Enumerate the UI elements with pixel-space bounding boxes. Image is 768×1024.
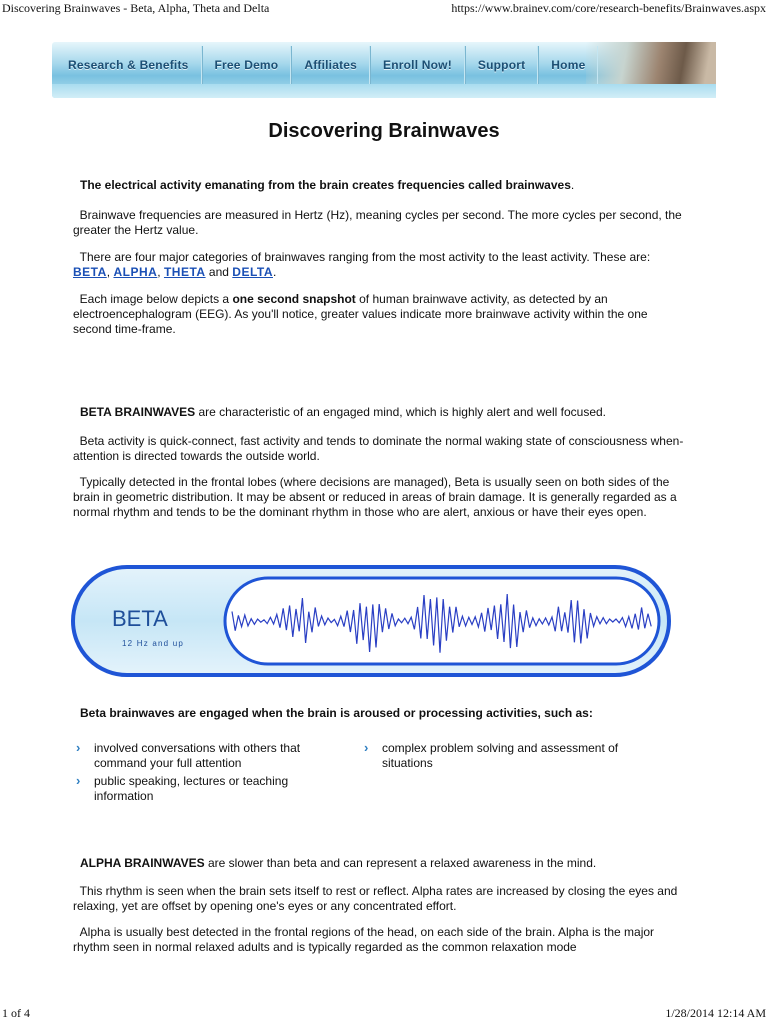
list-item-text: involved conversations with others that command your full attention <box>94 741 301 770</box>
beta-heading-rest: are characteristic of an engaged mind, which is highly alert and well focused. <box>195 405 607 419</box>
print-header <box>0 0 768 18</box>
print-timestamp: 1/28/2014 12:14 AM <box>665 1006 766 1020</box>
beta-paragraph-2 <box>73 475 688 520</box>
print-header-url: https://www.brainev.com/core/research-benefits/Brainwaves.aspx <box>451 1 766 15</box>
intro-paragraph <box>80 178 695 193</box>
snapshot-paragraph <box>73 292 688 337</box>
categories-paragraph <box>73 250 688 280</box>
page-number: 1 of 4 <box>2 1006 30 1020</box>
alpha-p2-text: Alpha is usually best detected in the frontal regions of the head, on each side of the brain. Alpha is the major rhythm seen in normal relaxed adults and is typically regarded as the common relaxation mode <box>73 925 655 954</box>
snapshot-text-pre: Each image below depicts a <box>79 292 233 306</box>
nav-home[interactable]: Home <box>538 46 598 84</box>
snapshot-text-post: of human brainwave activity, as detected by an electroencephalogram (EEG). As you'll notice, greater values indicate more brainwave activity within the one second time-frame. <box>73 292 648 336</box>
nav-free-demo[interactable]: Free Demo <box>202 46 292 84</box>
nav-enroll-now[interactable]: Enroll Now! <box>370 46 465 84</box>
bullet-list-left <box>74 741 334 807</box>
hertz-text: Brainwave frequencies are measured in Hertz (Hz), meaning cycles per second. The more cycles per second, the greater the Hertz value. <box>73 208 682 237</box>
categories-text: There are four major categories of brainwaves ranging from the most activity to the least activity. These are: <box>79 250 651 264</box>
engaged-heading-text: Beta brainwaves are engaged when the brain is aroused or processing activities, such as: <box>80 706 593 720</box>
alpha-paragraph-2 <box>73 925 688 955</box>
list-item <box>74 774 334 804</box>
beta-image-sublabel: 12 Hz and up <box>122 639 184 648</box>
beta-p2-text: Typically detected in the frontal lobes (where decisions are managed), Beta is usually seen on both sides of the brain in geometric distribution. It may be absent or reduced in areas of brain damage. It is generally regarded as a normal rhythm and tends to be the dominant rhythm in those who are alert, anxious or have their eyes open. <box>73 475 677 519</box>
alpha-heading-bold: ALPHA BRAINWAVES <box>80 856 205 870</box>
categories-end: . <box>273 265 277 279</box>
navbar-strip <box>52 84 716 98</box>
page-title: Discovering Brainwaves <box>268 120 500 142</box>
beta-wave-image <box>70 564 672 678</box>
bullet-list-right <box>362 741 652 774</box>
beta-p1-text: Beta activity is quick-connect, fast activity and tends to dominate the normal waking state of consciousness when-attention is directed towards the outside world. <box>73 434 684 463</box>
alpha-paragraph-1 <box>73 884 688 914</box>
intro-bold-text: The electrical activity emanating from the brain creates frequencies called brainwaves <box>80 178 571 192</box>
beta-paragraph-1 <box>73 434 688 464</box>
nav-affiliates[interactable]: Affiliates <box>291 46 370 84</box>
snapshot-bold: one second snapshot <box>232 292 356 306</box>
chevron-right-icon: › <box>76 740 81 755</box>
list-item <box>74 741 334 771</box>
print-header-title: Discovering Brainwaves - Beta, Alpha, Theta and Delta <box>2 1 270 15</box>
beta-heading <box>80 405 695 420</box>
list-item-text: complex problem solving and assessment of situations <box>382 741 619 770</box>
site-navbar <box>52 42 716 98</box>
link-delta[interactable]: DELTA <box>232 265 273 279</box>
print-footer <box>0 1004 768 1024</box>
list-item-text: public speaking, lectures or teaching information <box>94 774 289 803</box>
chevron-right-icon: › <box>76 773 81 788</box>
link-alpha[interactable]: ALPHA <box>113 265 158 279</box>
beta-image-label: BETA <box>112 606 168 631</box>
nav-research-benefits[interactable]: Research & Benefits <box>56 46 202 84</box>
beta-heading-bold: BETA BRAINWAVES <box>80 405 196 419</box>
nav-menu <box>56 46 598 84</box>
hertz-paragraph <box>73 208 688 238</box>
intro-end: . <box>570 178 575 192</box>
link-separator: , <box>157 265 164 279</box>
link-separator: , <box>106 265 114 279</box>
alpha-p1-text: This rhythm is seen when the brain sets itself to rest or reflect. Alpha rates are increased by closing the eyes and relaxing, yet are offset by opening one's eyes or any concentrated effort. <box>73 884 678 913</box>
link-beta[interactable]: BETA <box>73 265 107 279</box>
list-item <box>362 741 652 771</box>
engaged-heading <box>80 706 695 721</box>
link-theta[interactable]: THETA <box>163 265 206 279</box>
alpha-heading-rest: are slower than beta and can represent a relaxed awareness in the mind. <box>204 856 597 870</box>
nav-support[interactable]: Support <box>465 46 538 84</box>
link-separator: and <box>205 265 233 279</box>
alpha-heading <box>80 856 695 871</box>
chevron-right-icon: › <box>364 740 369 755</box>
